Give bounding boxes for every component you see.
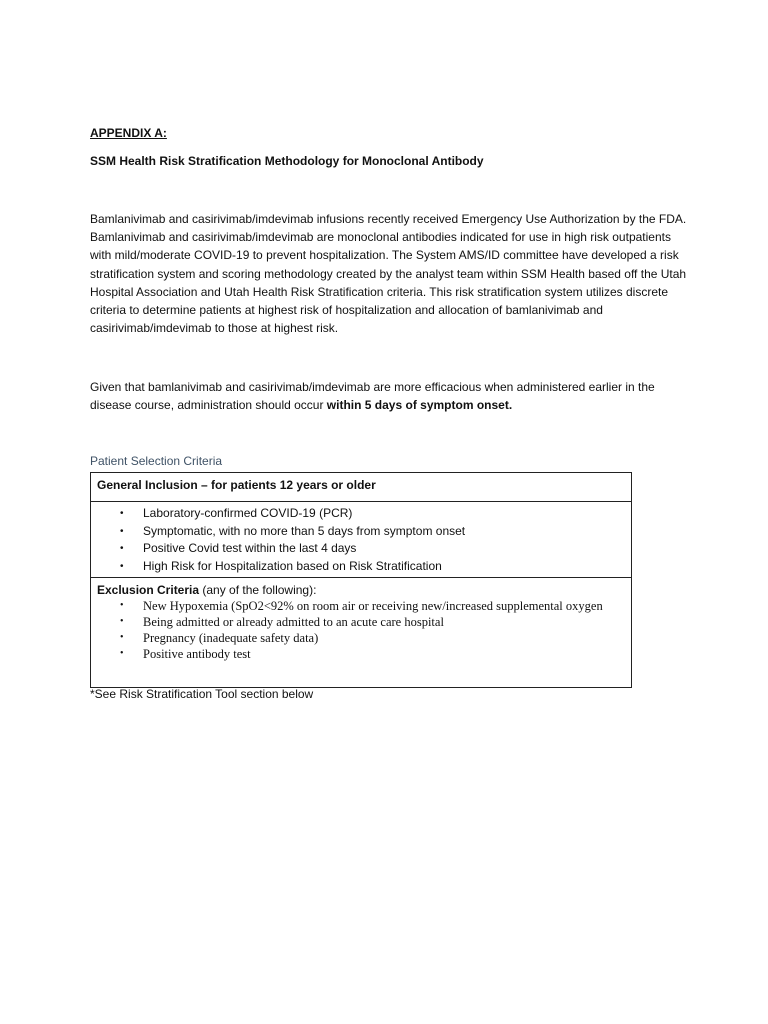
inclusion-item-text: Symptomatic, with no more than 5 days from symptom onset (143, 523, 466, 538)
list-item (91, 630, 631, 646)
list-item (91, 523, 631, 541)
inclusion-item-text: High Risk for Hospitalization based on Risk Stratification (143, 558, 442, 573)
section-heading: Patient Selection Criteria (90, 454, 223, 468)
list-item (91, 614, 631, 630)
criteria-table (90, 472, 632, 688)
bullet-icon: • (120, 632, 124, 643)
list-item (91, 646, 631, 662)
footnote: *See Risk Stratification Tool section below (90, 687, 314, 701)
intro-paragraph: Bamlanivimab and casirivimab/imdevimab infusions recently received Emergency Use Authorization by the FDA. Bamlanivimab and casirivimab/imdevimab are monoclonal antibodies indicated for use in high risk outpatients with mild/moderate COVID-19 to prevent hospitalization. The System AMS/ID committee have developed a risk stratification system and scoring methodology created by the analyst team within SSM Health based off the Utah Hospital Association and Utah Health Risk Stratification criteria. This risk stratification system utilizes discrete criteria to determine patients at highest risk of hospitalization and allocation of bamlanivimab and casirivimab/imdevimab to those at highest risk. (90, 212, 687, 336)
inclusion-item-text: Laboratory-confirmed COVID-19 (PCR) (143, 506, 353, 520)
appendix-label: APPENDIX A: (90, 126, 167, 140)
inclusion-header: General Inclusion – for patients 12 years or older (97, 478, 376, 492)
inclusion-criteria (91, 501, 631, 577)
bullet-icon: • (120, 525, 124, 537)
exclusion-suffix: (any of the following): (199, 583, 317, 597)
bullet-icon: • (120, 508, 124, 519)
timing-paragraph-emphasis: within 5 days of symptom onset. (326, 398, 513, 413)
bullet-icon: • (120, 648, 124, 659)
bullet-icon: • (120, 616, 124, 627)
exclusion-item-text: Pregnancy (inadequate safety data) (143, 631, 319, 645)
exclusion-item-text: Being admitted or already admitted to an acute care hospital (143, 615, 444, 629)
bullet-icon: • (120, 560, 124, 572)
list-item (91, 558, 631, 576)
exclusion-item-text: New Hypoxemia (SpO2<92% on room air or receiving new/increased supplemental oxygen (143, 599, 603, 613)
exclusion-item-text: Positive antibody test (143, 647, 251, 661)
list-item (91, 540, 631, 558)
inclusion-list (91, 505, 631, 575)
timing-paragraph (90, 378, 690, 414)
bullet-icon: • (120, 600, 124, 611)
bullet-icon: • (120, 543, 124, 554)
exclusion-criteria (91, 577, 631, 687)
exclusion-list (91, 598, 631, 662)
list-item (91, 598, 631, 614)
exclusion-label: Exclusion Criteria (97, 583, 200, 597)
timing-paragraph-text: Given that bamlanivimab and casirivimab/imdevimab are more efficacious when administered earlier in the disease course, administration should occur (90, 380, 655, 413)
exclusion-heading (91, 582, 631, 598)
inclusion-item-text: Positive Covid test within the last 4 days (143, 541, 357, 555)
list-item (91, 505, 631, 523)
document-title: SSM Health Risk Stratification Methodology for Monoclonal Antibody (90, 154, 484, 168)
